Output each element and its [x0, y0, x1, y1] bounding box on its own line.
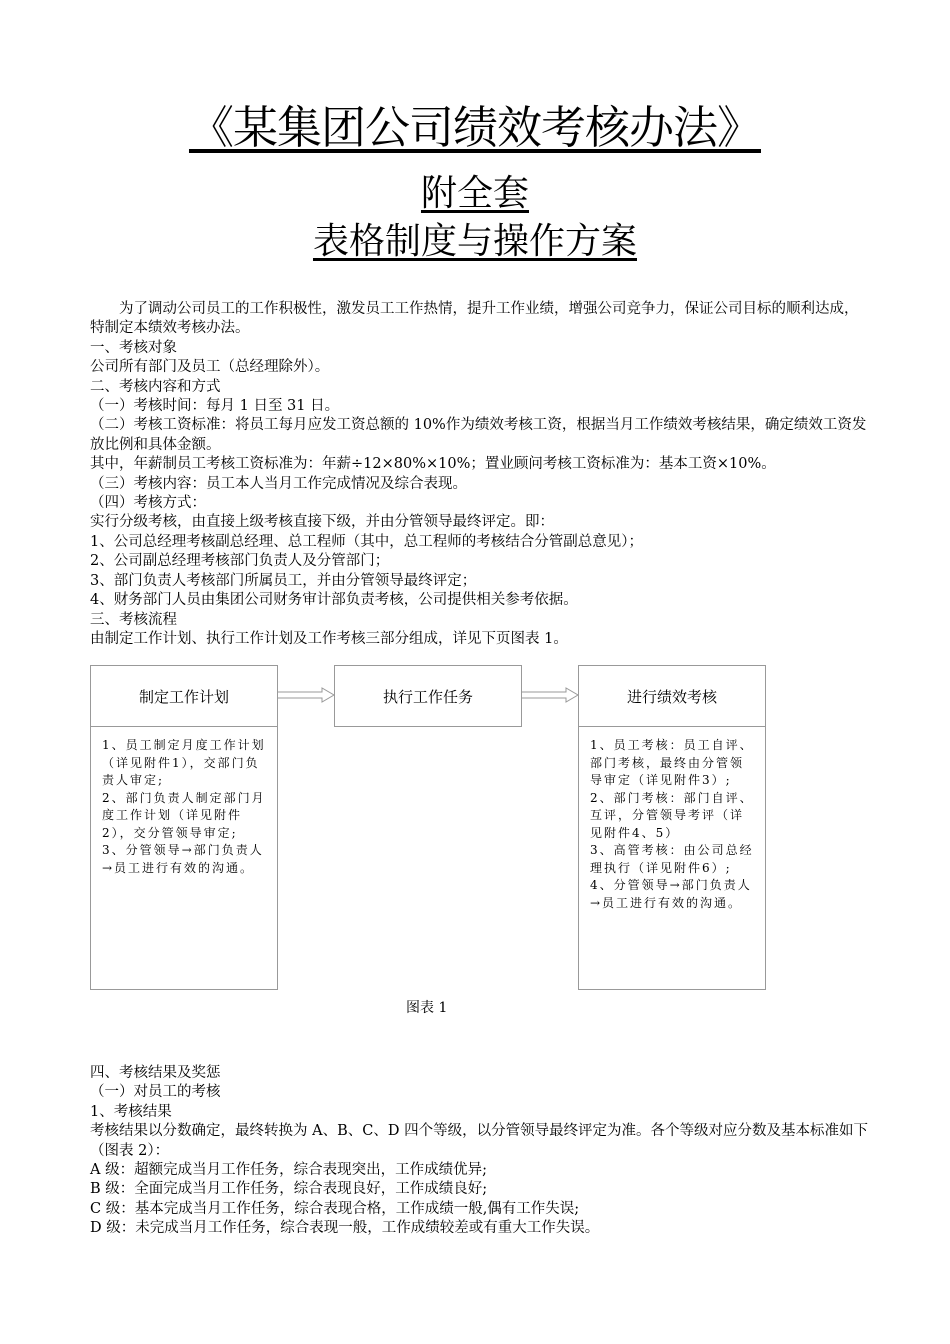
paragraph: 1、考核结果 [90, 1103, 172, 1120]
document-subtitle: 附全套 [420, 173, 529, 214]
section-heading: 一、考核对象 [90, 339, 177, 356]
list-item: 2、公司副总经理考核部门负责人及分管部门； [90, 553, 390, 570]
flow-arrow-icon [278, 687, 336, 703]
flow-step: 4、分管领导→部门负责人→员工进行有效的沟通。 [590, 878, 752, 910]
paragraph: 其中，年薪制员工考核工资标准为：年薪÷12×80%×10%；置业顾问考核工资标准为：基本工资×10%。 [90, 456, 776, 473]
flow-arrow-icon [522, 687, 580, 703]
list-item: 3、部门负责人考核部门所属员工，并由分管领导最终评定； [90, 572, 477, 589]
flow-box-plan-content [90, 726, 278, 990]
paragraph: （二）考核工资标准：将员工每月应发工资总额的 10%作为绩效考核工资，根据当月工作绩效考核结果，确定绩效工资发放比例和具体金额。 [90, 417, 867, 453]
flow-step: 1、员工制定月度工作计划（详见附件1），交部门负责人审定; [102, 738, 266, 787]
flow-step: 2、部门考核：部门自评、互评，分管领导考评（详见附件4、5） [590, 790, 754, 840]
figure-caption: 图表 1 [406, 1000, 448, 1016]
intro-paragraph: 为了调动公司员工的工作积极性，激发员工工作热情，提升工作业绩，增强公司竞争力，保证公司目标的顺利达成，特制定本绩效考核办法。 [90, 301, 859, 337]
paragraph: （一）对员工的考核 [90, 1084, 221, 1101]
flow-box-execute-title: 执行工作任务 [334, 665, 522, 727]
document-body-lower [90, 1064, 870, 1239]
paragraph: （四）考核方式： [90, 495, 206, 512]
flow-box-assess-title: 进行绩效考核 [578, 665, 766, 727]
document-subtitle-2: 表格制度与操作方案 [312, 221, 637, 262]
flow-step: 3、分管领导→部门负责人→员工进行有效的沟通。 [102, 843, 264, 875]
document-title: 《某集团公司绩效考核办法》 [188, 101, 761, 154]
document-body [90, 300, 870, 649]
grade-item: A 级：超额完成当月工作任务，综合表现突出，工作成绩优异; [90, 1162, 487, 1179]
flow-step: 2、部门负责人制定部门月度工作计划（详见附件2），交分管领导审定; [102, 790, 266, 840]
flow-box-assess-content [578, 726, 766, 990]
paragraph: （一）考核时间：每月 1 日至 31 日。 [90, 398, 340, 415]
list-item: 1、公司总经理考核副总经理、总工程师（其中，总工程师的考核结合分管副总意见）； [90, 533, 643, 550]
section-heading: 三、考核流程 [90, 611, 177, 628]
paragraph: 实行分级考核，由直接上级考核直接下级，并由分管领导最终评定。即： [90, 514, 554, 531]
section-heading: 四、考核结果及奖惩 [90, 1065, 221, 1081]
section-heading: 二、考核内容和方式 [90, 378, 221, 395]
grade-item: B 级：全面完成当月工作任务，综合表现良好，工作成绩良好; [90, 1181, 488, 1198]
grade-item: C 级：基本完成当月工作任务，综合表现合格，工作成绩一般,偶有工作失误; [90, 1200, 580, 1217]
paragraph: （三）考核内容：员工本人当月工作完成情况及综合表现。 [90, 475, 467, 492]
list-item: 4、财务部门人员由集团公司财务审计部负责考核，公司提供相关参考依据。 [90, 592, 578, 609]
paragraph: 考核结果以分数确定，最终转换为 A、B、C、D 四个等级，以分管领导最终评定为准。各个等级对应分数及基本标准如下（图表 2）： [90, 1123, 869, 1159]
grade-item: D 级：未完成当月工作任务，综合表现一般，工作成绩较差或有重大工作失误。 [90, 1220, 600, 1237]
paragraph: 公司所有部门及员工（总经理除外）。 [90, 359, 330, 376]
paragraph: 由制定工作计划、执行工作计划及工作考核三部分组成，详见下页图表 1。 [90, 630, 568, 647]
flow-box-plan-title: 制定工作计划 [90, 665, 278, 727]
flow-step: 1、员工考核：员工自评、部门考核，最终由分管领导审定（详见附件3）; [590, 738, 754, 787]
flow-step: 3、高管考核：由公司总经理执行（详见附件6）; [590, 843, 754, 875]
